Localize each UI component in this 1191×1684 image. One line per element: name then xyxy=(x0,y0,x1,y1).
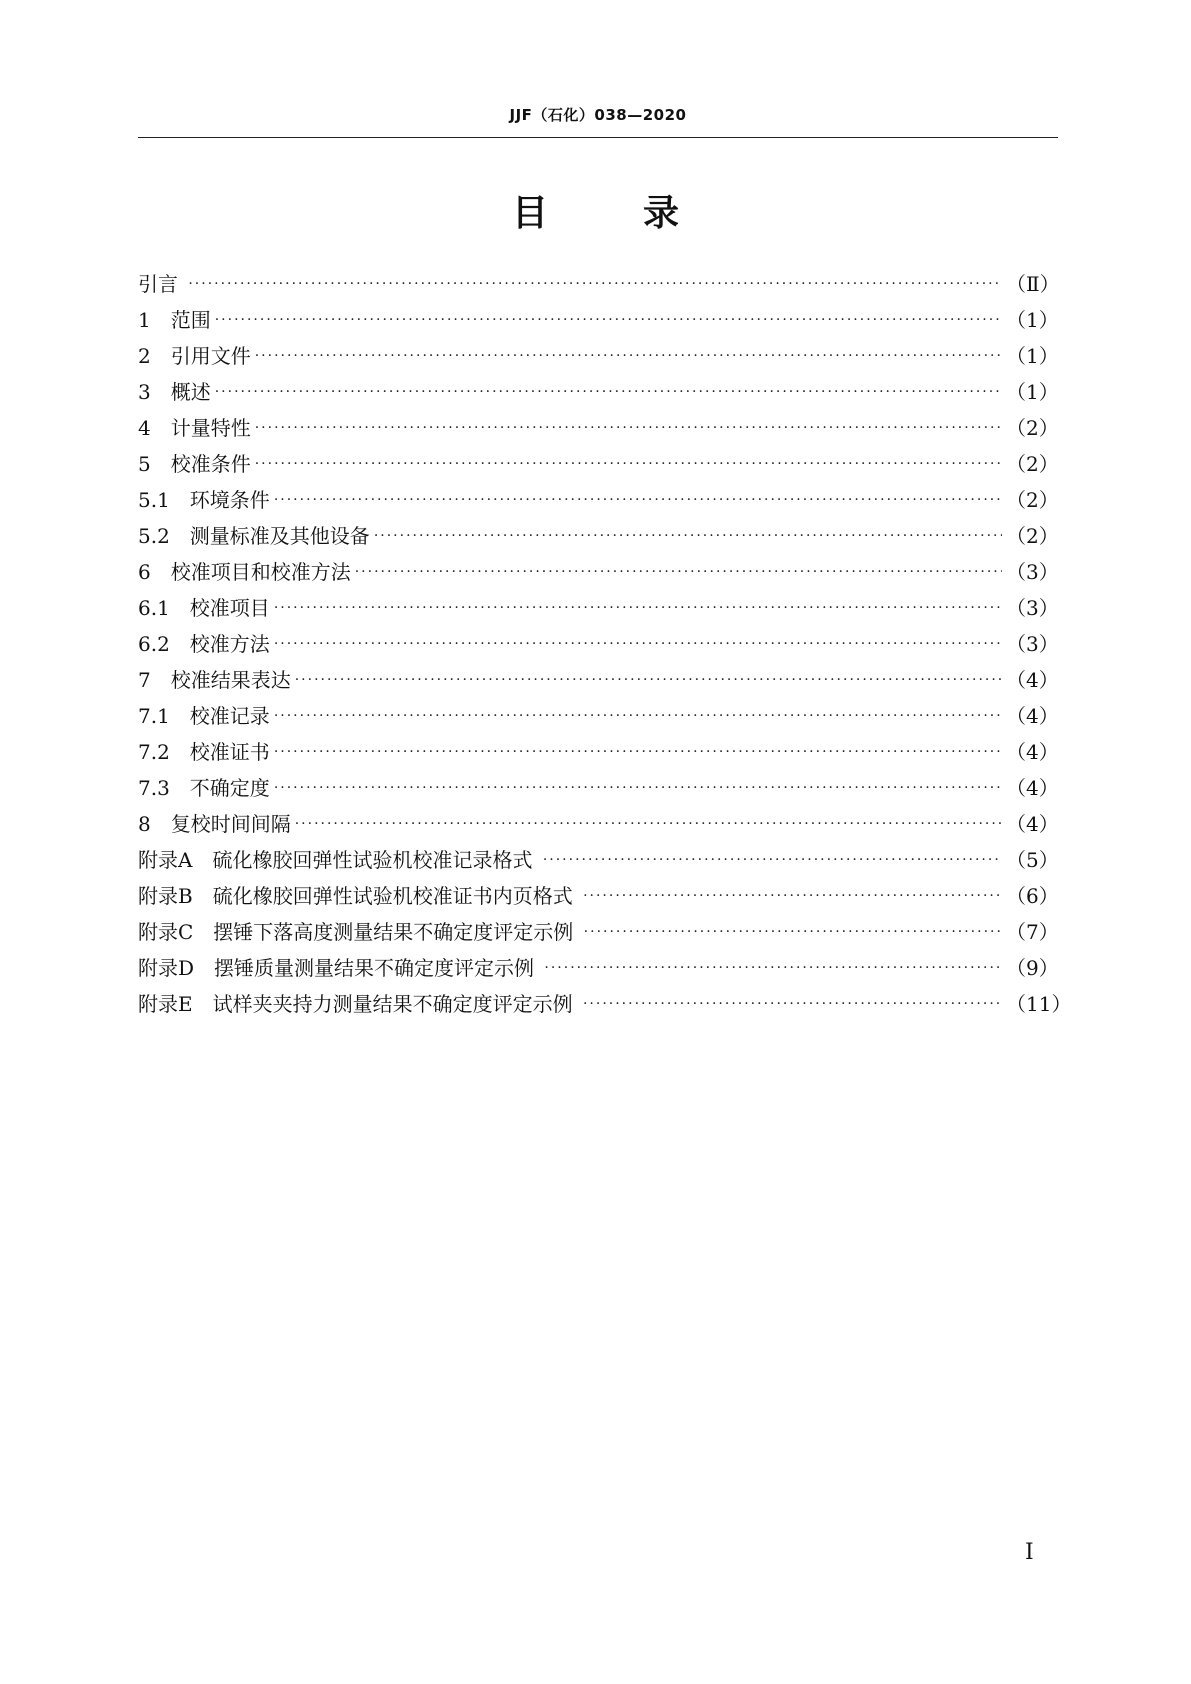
toc-entry-label: 8 复校时间间隔 xyxy=(138,812,291,836)
toc-entry-page: （4） xyxy=(1006,776,1059,800)
toc-leader-dots xyxy=(255,446,1002,482)
toc-entry[interactable] xyxy=(138,518,1058,554)
toc-entry[interactable] xyxy=(138,878,1058,914)
toc-entry-page: （2） xyxy=(1006,416,1059,440)
toc-entry-page: （7） xyxy=(1006,920,1059,944)
toc-leader-dots xyxy=(188,266,1002,302)
toc-entry[interactable] xyxy=(138,482,1058,518)
toc-entry-page: （1） xyxy=(1006,344,1059,368)
title-char-2: 录 xyxy=(643,193,680,234)
toc-entry-label: 6 校准项目和校准方法 xyxy=(138,560,351,584)
standard-code-header: JJF（石化）038—2020 xyxy=(509,106,687,124)
toc-leader-dots xyxy=(543,842,1002,878)
header-rule xyxy=(138,137,1058,138)
toc-leader-dots xyxy=(274,770,1002,806)
toc-leader-dots xyxy=(355,554,1002,590)
toc-leader-dots xyxy=(255,338,1002,374)
toc-entry-page: （4） xyxy=(1006,668,1059,692)
toc-entry[interactable] xyxy=(138,986,1072,1022)
toc-entry-label: 7 校准结果表达 xyxy=(138,668,291,692)
toc-entry[interactable] xyxy=(138,950,1058,986)
toc-entry-label: 6.1 校准项目 xyxy=(138,596,270,620)
toc-entry-page: （2） xyxy=(1006,488,1059,512)
toc-entry-page: （5） xyxy=(1006,848,1059,872)
toc-entry-label: 4 计量特性 xyxy=(138,416,251,440)
toc-entry-label: 附录A 硫化橡胶回弹性试验机校准记录格式 xyxy=(138,848,539,872)
toc-entry-label: 附录E 试样夹夹持力测量结果不确定度评定示例 xyxy=(138,992,579,1016)
toc-entry[interactable] xyxy=(138,266,1058,302)
toc-entry[interactable] xyxy=(138,662,1058,698)
toc-entry-label: 附录B 硫化橡胶回弹性试验机校准证书内页格式 xyxy=(138,884,580,908)
toc-entry[interactable] xyxy=(138,374,1058,410)
toc-entry-label: 1 范围 xyxy=(138,308,211,332)
toc-leader-dots xyxy=(274,626,1002,662)
toc-leader-dots xyxy=(583,986,1002,1022)
toc-leader-dots xyxy=(215,302,1002,338)
toc-entry-label: 7.1 校准记录 xyxy=(138,704,270,728)
toc-leader-dots xyxy=(295,662,1002,698)
toc-entry[interactable] xyxy=(138,842,1058,878)
toc-entry-page: （2） xyxy=(1006,452,1059,476)
table-of-contents xyxy=(138,266,1072,1022)
toc-leader-dots xyxy=(274,590,1002,626)
toc-leader-dots xyxy=(544,950,1002,986)
toc-entry[interactable] xyxy=(138,806,1058,842)
toc-leader-dots xyxy=(295,806,1002,842)
title-char-1: 目 xyxy=(511,193,548,234)
toc-entry-label: 2 引用文件 xyxy=(138,344,251,368)
page-title xyxy=(0,185,1191,236)
toc-entry[interactable] xyxy=(138,914,1058,950)
toc-entry-page: （3） xyxy=(1006,596,1059,620)
toc-entry-label: 5 校准条件 xyxy=(138,452,251,476)
toc-leader-dots xyxy=(583,878,1002,914)
toc-entry-label: 5.1 环境条件 xyxy=(138,488,270,512)
toc-entry-page: （9） xyxy=(1006,956,1059,980)
toc-entry-label: 7.2 校准证书 xyxy=(138,740,270,764)
toc-leader-dots xyxy=(274,698,1002,734)
toc-leader-dots xyxy=(374,518,1002,554)
toc-entry-page: （4） xyxy=(1006,704,1059,728)
toc-entry[interactable] xyxy=(138,626,1058,662)
toc-entry-page: （11） xyxy=(1006,992,1072,1016)
toc-leader-dots xyxy=(215,374,1002,410)
toc-entry-label: 附录C 摆锤下落高度测量结果不确定度评定示例 xyxy=(138,920,580,944)
page-number: Ⅰ xyxy=(1025,1540,1034,1565)
toc-entry-label: 7.3 不确定度 xyxy=(138,776,270,800)
toc-entry-page: （1） xyxy=(1006,380,1059,404)
toc-entry-page: （Ⅱ） xyxy=(1006,272,1060,296)
toc-entry-label: 6.2 校准方法 xyxy=(138,632,270,656)
toc-entry[interactable] xyxy=(138,698,1058,734)
toc-entry[interactable] xyxy=(138,410,1058,446)
toc-entry-label: 引言 xyxy=(138,272,185,296)
toc-entry[interactable] xyxy=(138,770,1058,806)
toc-entry-label: 5.2 测量标准及其他设备 xyxy=(138,524,370,548)
toc-entry-page: （4） xyxy=(1006,740,1059,764)
toc-entry[interactable] xyxy=(138,302,1058,338)
toc-entry[interactable] xyxy=(138,554,1058,590)
toc-entry-page: （4） xyxy=(1006,812,1059,836)
toc-entry-page: （2） xyxy=(1006,524,1059,548)
toc-entry[interactable] xyxy=(138,590,1058,626)
toc-leader-dots xyxy=(274,482,1002,518)
toc-leader-dots xyxy=(255,410,1002,446)
toc-leader-dots xyxy=(584,914,1002,950)
toc-entry[interactable] xyxy=(138,338,1058,374)
toc-leader-dots xyxy=(274,734,1002,770)
toc-entry-label: 附录D 摆锤质量测量结果不确定度评定示例 xyxy=(138,956,541,980)
toc-entry-page: （1） xyxy=(1006,308,1059,332)
toc-entry-page: （3） xyxy=(1006,560,1059,584)
toc-entry-page: （6） xyxy=(1006,884,1059,908)
toc-entry[interactable] xyxy=(138,734,1058,770)
toc-entry[interactable] xyxy=(138,446,1058,482)
toc-entry-label: 3 概述 xyxy=(138,380,211,404)
toc-entry-page: （3） xyxy=(1006,632,1059,656)
